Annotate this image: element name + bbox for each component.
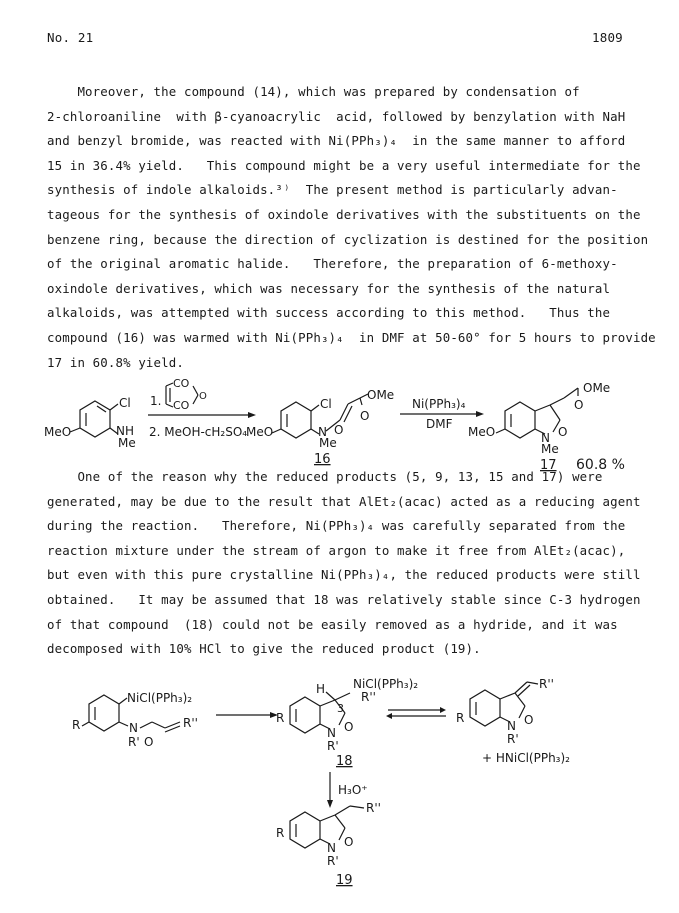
- compound-19-label: 19: [336, 873, 353, 888]
- nitrogen-label: N: [129, 721, 138, 735]
- text-line: compound (16) was warmed with Ni(PPh₃)₄ in DMF at 50-60° for 5 hours to provide: [47, 329, 656, 345]
- r-double-prime-label: R'': [539, 677, 554, 691]
- methoxy-label: MeO: [468, 425, 496, 439]
- text-line: but even with this pure crystalline Ni(PPh₃)₄, the reduced products were still: [47, 567, 641, 583]
- text-line: generated, may be due to the result that AlEt₂(acac) acted as a reducing agent: [47, 493, 641, 509]
- yield-label: 60.8 %: [576, 457, 625, 473]
- r-prime-label: R': [327, 739, 339, 753]
- compound-18-label: 18: [336, 754, 353, 769]
- oxygen-label: O: [344, 720, 354, 734]
- text-line: 2-chloroaniline with β-cyanoacrylic acid, followed by benzylation with NaH: [47, 108, 626, 124]
- anhydride-co-top: CO: [173, 377, 190, 390]
- arrow-head: [386, 713, 392, 719]
- reagent-step-1: 1.: [150, 394, 162, 408]
- nitrogen-label: N: [541, 431, 550, 445]
- arrow-head: [327, 800, 333, 808]
- arrow-head: [476, 411, 484, 417]
- nitrogen-label: N: [327, 726, 336, 740]
- nickel-complex-label: NiCl(PPh₃)₂: [353, 677, 419, 691]
- journal-number: No. 21: [47, 30, 94, 45]
- text-line: decomposed with 10% HCl to give the reduced product (19).: [47, 641, 481, 657]
- oxygen-label: O: [144, 735, 154, 749]
- methyl-label: Me: [541, 442, 559, 456]
- methyl-label: Me: [319, 436, 337, 450]
- r-prime-label: R': [327, 854, 339, 868]
- byproduct-label: + HNiCl(PPh₃)₂: [482, 751, 570, 765]
- r-prime-label: R': [128, 735, 140, 749]
- text-line: One of the reason why the reduced products (5, 9, 13, 15 and 17) were: [47, 469, 603, 484]
- anhydride-co-bottom: CO: [173, 399, 190, 412]
- carbonyl-oxygen-label: O: [558, 425, 568, 439]
- methyl-label: Me: [118, 436, 136, 450]
- text-line: of that compound (18) could not be easily removed as a hydride, and it was: [47, 616, 618, 632]
- r-prime-label: R': [507, 732, 519, 746]
- r-double-prime-label: R'': [361, 690, 376, 704]
- methoxy-label: MeO: [246, 425, 274, 439]
- reagent-step-2: 2. MeOH-cH₂SO₄: [149, 425, 248, 439]
- hydrogen-label: H: [316, 682, 326, 696]
- oxygen-label: O: [344, 835, 354, 849]
- text-line: oxindole derivatives, which was necessary for the synthesis of the natural: [47, 280, 611, 296]
- r-group-label: R: [276, 711, 285, 725]
- chlorine-label: Cl: [320, 397, 332, 411]
- text-line: 17 in 60.8% yield.: [47, 354, 184, 370]
- page-number: 1809: [592, 30, 623, 45]
- oxygen-label: O: [524, 713, 534, 727]
- chlorine-label: Cl: [119, 396, 131, 410]
- r-group-label: R: [72, 718, 81, 732]
- text-line: reaction mixture under the stream of argon to make it free from AlEt₂(acac),: [47, 542, 626, 558]
- nickel-reagent-label: Ni(PPh₃)₄: [412, 397, 466, 411]
- text-line: Moreover, the compound (14), which was prepared by condensation of: [47, 84, 580, 99]
- anhydride-oxygen: O: [199, 391, 207, 402]
- nitrogen-label: N: [327, 841, 336, 855]
- r-group-label: R: [276, 826, 285, 840]
- methoxy-ester-label: OMe: [367, 388, 395, 402]
- methoxy-label: MeO: [44, 425, 72, 439]
- nickel-complex-label: NiCl(PPh₃)₂: [127, 691, 193, 705]
- position-3-label: 3: [337, 702, 344, 715]
- arrow-head: [248, 412, 256, 418]
- compound-17-label: 17: [540, 458, 557, 473]
- nh-label: NH: [116, 424, 134, 438]
- text-line: alkaloids, was attempted with success according to this method. Thus the: [47, 305, 611, 321]
- benzene-ring-sm: [70, 401, 118, 437]
- text-line: tageous for the synthesis of oxindole derivatives with the substituents on the: [47, 206, 641, 222]
- text-line: of the original aromatic halide. Therefore, the preparation of 6-methoxy-: [47, 256, 618, 272]
- text-line: 15 in 36.4% yield. This compound might be a very useful intermediate for the: [47, 157, 641, 173]
- r-double-prime-label: R'': [366, 801, 381, 815]
- arrow-head: [440, 707, 446, 713]
- ester-oxygen-label: O: [360, 409, 370, 423]
- carbonyl-oxygen-label: O: [334, 423, 344, 437]
- text-line: benzene ring, because the direction of cyclization is destined for the position: [47, 231, 649, 247]
- text-line: during the reaction. Therefore, Ni(PPh₃)₄ was carefully separated from the: [47, 518, 626, 534]
- ester-oxygen-label: O: [574, 398, 584, 412]
- r-group-label: R: [456, 711, 465, 725]
- nitrogen-label: N: [318, 425, 327, 439]
- solvent-label: DMF: [426, 417, 453, 431]
- text-line: obtained. It may be assumed that 18 was relatively stable since C-3 hydrogen: [47, 591, 641, 607]
- text-line: synthesis of indole alkaloids.³⁾ The present method is particularly advan-: [47, 182, 618, 198]
- nitrogen-label: N: [507, 719, 516, 733]
- compound-16-label: 16: [314, 452, 331, 467]
- methoxy-ester-label: OMe: [583, 381, 611, 395]
- acid-reagent-label: H₃O⁺: [338, 783, 368, 797]
- r-double-prime-label: R'': [183, 716, 198, 730]
- text-line: and benzyl bromide, was reacted with Ni(PPh₃)₄ in the same manner to afford: [47, 133, 626, 149]
